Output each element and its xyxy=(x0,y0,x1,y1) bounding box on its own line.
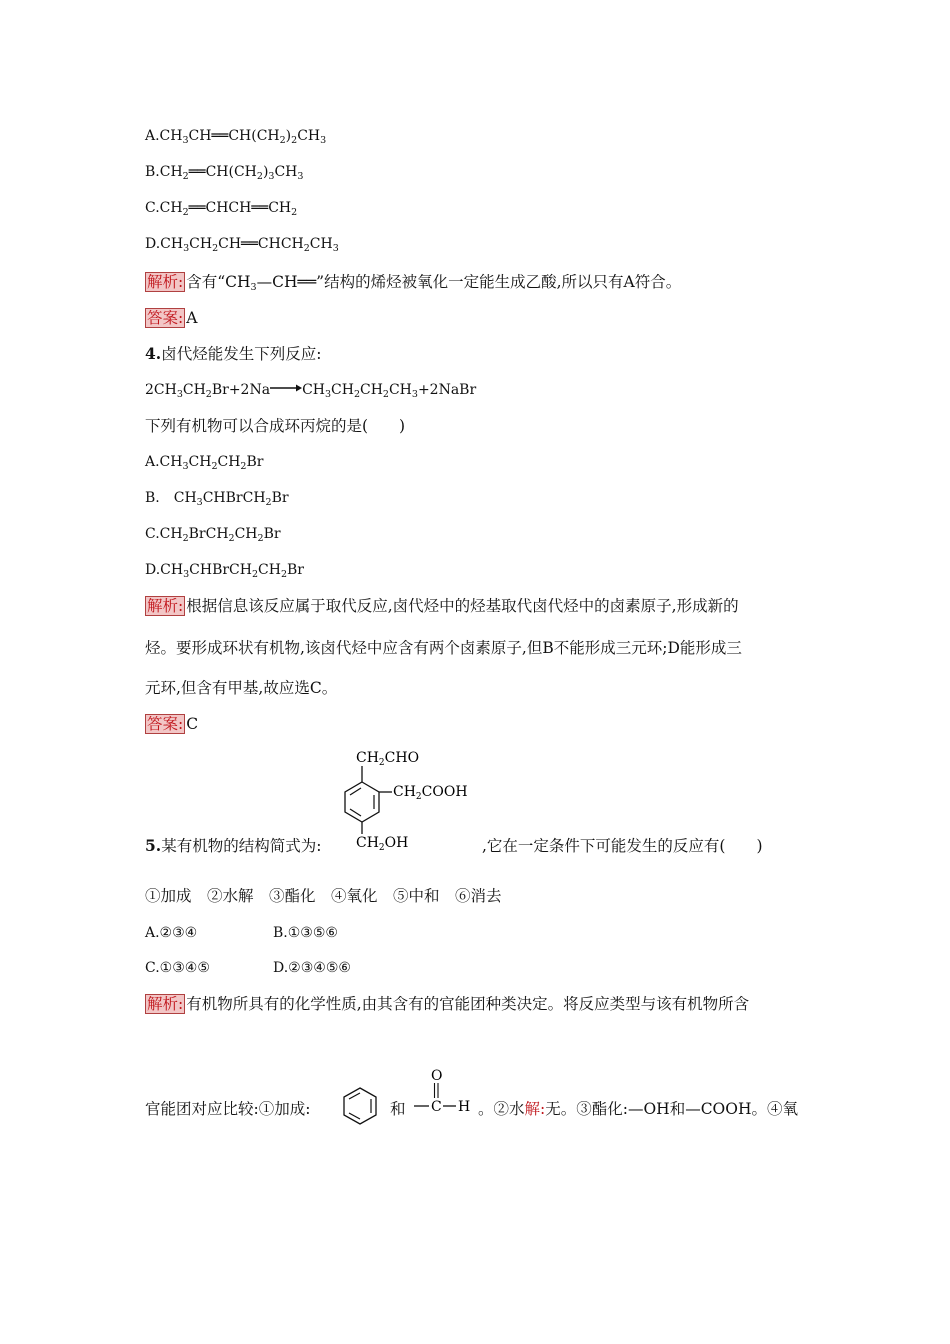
answer-tag: 答案: xyxy=(147,309,184,327)
q5-option-a: A.②③④ xyxy=(145,925,198,941)
q4-option-b: B. $CH_3CHBrCH_2Br$ xyxy=(145,490,289,508)
substituent-right: $CH_2COOH$ xyxy=(393,784,468,802)
q4-analysis-line-1: 解析: 根据信息该反应属于取代反应,卤代烃中的烃基取代卤代烃中的卤素原子,形成新的 xyxy=(147,597,739,615)
q4-analysis-line-3: 元环,但含有甲基,故应选C。 xyxy=(145,679,338,697)
q4-question: 下列有机物可以合成环丙烷的是( ) xyxy=(145,417,406,435)
answer-value: A xyxy=(186,309,198,327)
analysis-tag: 解析: xyxy=(147,273,184,291)
analysis-tag: 解析: xyxy=(147,995,184,1013)
q4-option-a: $A.CH_3CH_2CH_2Br$ xyxy=(145,454,264,472)
double-bond-icon: ══ xyxy=(188,200,206,216)
oxygen-label: O xyxy=(431,1068,443,1084)
structural-formula-figure xyxy=(330,746,480,856)
analysis-tag: 解析: xyxy=(147,597,184,615)
q5-analysis-line-2b: 。②水解:无。③酯化:—OH和—COOH。④氧 xyxy=(478,1100,798,1118)
double-bond-icon: ══ xyxy=(241,236,258,252)
q5-option-c: C.①③④⑤ xyxy=(145,960,210,976)
double-bond-icon: ══ xyxy=(211,128,229,144)
q3-option-d: $D.CH_3CH_2CH══CHCH_2CH_3$ xyxy=(145,236,339,254)
q4-reaction-equation: $2CH_3CH_2Br+2Na$ $CH_3CH_2CH_2CH_3+2NaBr$ xyxy=(145,382,477,400)
q4-option-d: $D.CH_3CHBrCH_2CH_2Br$ xyxy=(145,562,304,580)
reaction-arrow-icon xyxy=(270,383,302,393)
q3-option-c: $C.CH_2══CHCH══CH_2$ xyxy=(145,200,298,218)
question-number: 4. xyxy=(145,344,162,363)
q5-reaction-types: ①加成 ②水解 ③酯化 ④氧化 ⑤中和 ⑥消去 xyxy=(145,887,502,905)
q3-option-a: $A.CH_3CH══CH(CH_2)_2CH_3$ xyxy=(145,128,327,146)
q5-analysis-line-2a: 官能团对应比较:①加成: xyxy=(145,1100,311,1118)
double-bond-icon: ══ xyxy=(297,273,317,291)
q4-analysis-line-2: 烃。要形成环状有机物,该卤代烃中应含有两个卤素原子,但B不能形成三元环;D能形成三 xyxy=(145,639,742,657)
q4-stem: 4.卤代烃能发生下列反应: xyxy=(145,344,322,363)
q3-option-b: $B.CH_2══CH(CH_2)_3CH_3$ xyxy=(145,164,304,182)
hydrogen-label: H xyxy=(458,1099,471,1115)
q3-analysis: 解析: 含有“$CH_3—CH══$”结构的烯烃被氧化一定能生成乙酸,所以只有A符合。 xyxy=(147,273,682,293)
q5-stem-before: 5.某有机物的结构简式为: xyxy=(145,836,322,855)
answer-value: C xyxy=(186,715,199,733)
q5-options-row-2 xyxy=(145,958,351,978)
double-bond-icon: ══ xyxy=(251,200,269,216)
question-number: 5. xyxy=(145,836,162,855)
and-word: 和 xyxy=(390,1100,406,1118)
q5-option-d: D.②③④⑤⑥ xyxy=(273,960,351,976)
answer-tag: 答案: xyxy=(147,715,184,733)
q4-answer xyxy=(145,714,198,734)
double-bond-icon: ══ xyxy=(188,164,206,180)
aldehyde-group-icon xyxy=(412,1066,478,1116)
substituent-bottom: $CH_2OH$ xyxy=(356,835,409,853)
q3-answer xyxy=(145,308,197,328)
q5-options-row-1 xyxy=(145,923,338,943)
q5-analysis-line-1: 解析: 有机物所具有的化学性质,由其含有的官能团种类决定。将反应类型与该有机物所含 xyxy=(147,995,750,1013)
q5-stem-after: ,它在一定条件下可能发生的反应有( ) xyxy=(482,837,763,855)
substituent-top: $CH_2CHO$ xyxy=(356,750,420,768)
q4-option-c: $C.CH_2BrCH_2CH_2Br$ xyxy=(145,526,281,544)
carbon-label: C xyxy=(431,1099,442,1115)
q5-option-b: B.①③⑤⑥ xyxy=(273,925,338,941)
benzene-icon xyxy=(338,1084,382,1128)
